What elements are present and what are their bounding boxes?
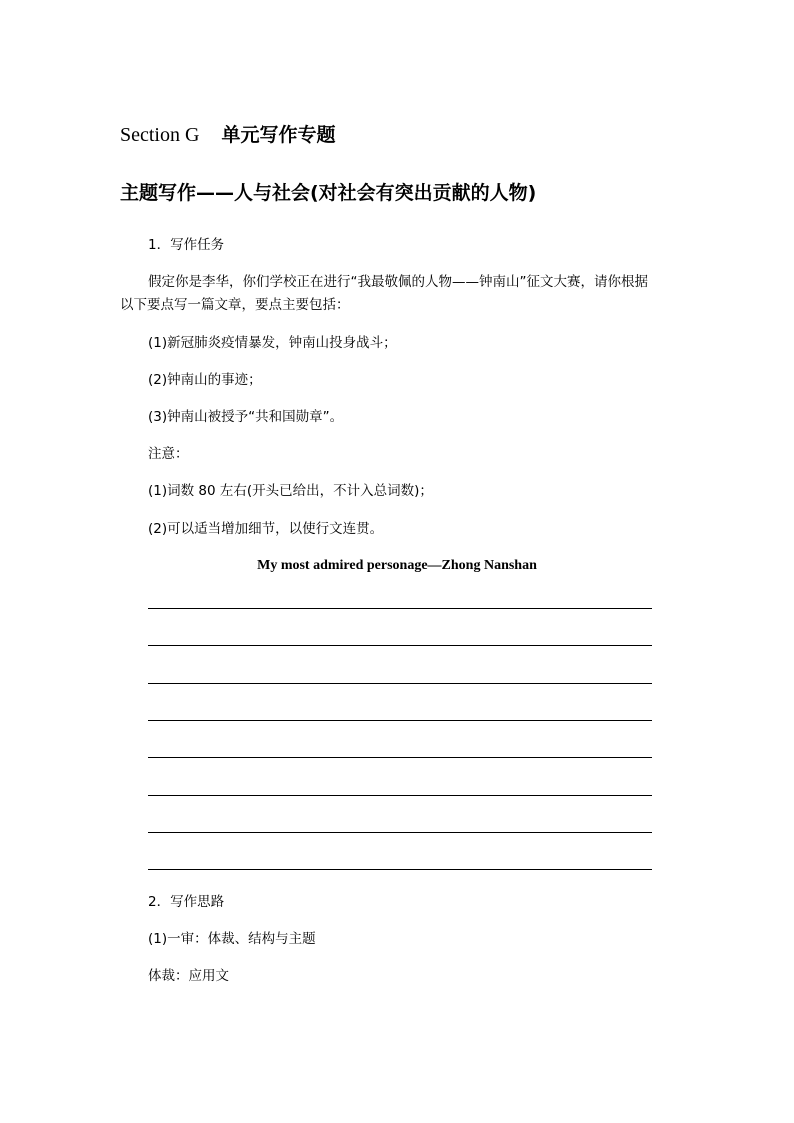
approach-step-1: (1)一审：体裁、结构与主题: [148, 931, 316, 947]
writing-line: [148, 795, 652, 796]
writing-line: [148, 720, 652, 721]
writing-line: [148, 869, 652, 870]
approach-genre: 体裁：应用文: [148, 968, 229, 984]
writing-line: [148, 832, 652, 833]
task-point-1: (1)新冠肺炎疫情暴发，钟南山投身战斗；: [148, 335, 397, 351]
task-heading: 1．写作任务: [148, 237, 225, 253]
task-point-3: (3)钟南山被授予“共和国勋章”。: [148, 409, 344, 425]
topic-title: 主题写作——人与社会(对社会有突出贡献的人物): [120, 182, 537, 204]
writing-line: [148, 645, 652, 646]
note-label: 注意：: [148, 446, 189, 462]
task-prompt-line-2: 以下要点写一篇文章，要点主要包括：: [120, 297, 350, 313]
section-label: Section G: [120, 124, 200, 146]
section-title: 单元写作专题: [221, 124, 336, 146]
task-prompt-line-1: 假定你是李华，你们学校正在进行“我最敬佩的人物——钟南山”征文大赛，请你根据: [148, 274, 648, 290]
note-1: (1)词数 80 左右(开头已给出，不计入总词数)；: [148, 483, 433, 499]
writing-line: [148, 608, 652, 609]
approach-heading: 2．写作思路: [148, 894, 225, 910]
writing-line: [148, 683, 652, 684]
essay-title: My most admired personage—Zhong Nanshan: [257, 558, 537, 573]
note-2: (2)可以适当增加细节，以使行文连贯。: [148, 521, 384, 537]
section-heading: [120, 121, 335, 149]
task-point-2: (2)钟南山的事迹；: [148, 372, 262, 388]
writing-line: [148, 757, 652, 758]
